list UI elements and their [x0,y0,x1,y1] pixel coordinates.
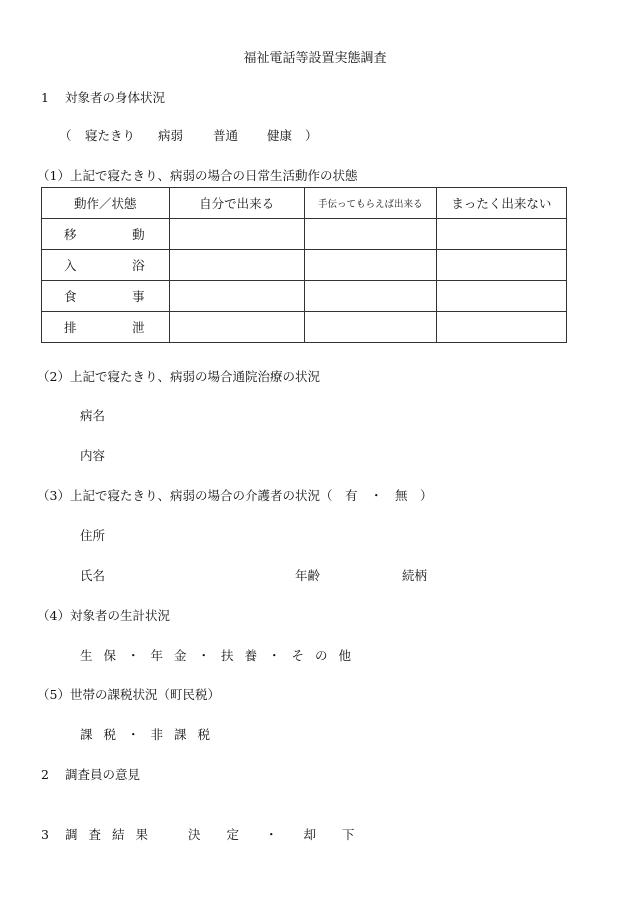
table-row [42,281,567,312]
cell-with-help[interactable] [304,312,436,343]
choices-open-paren: （ [59,128,72,143]
header-activity: 動作／状態 [42,188,170,219]
section-1-heading [41,92,165,105]
tax-status-options: 課税・非課税 [80,727,222,742]
cell-unable[interactable] [436,281,566,312]
cell-independent[interactable] [169,312,304,343]
physical-condition-choices [59,130,72,143]
row-label-bathing: 入 浴 [42,250,170,281]
section-3-label: 調査結果 [65,827,160,842]
row-label-moving: 移 動 [42,219,170,250]
sub1-heading: （1）上記で寝たきり、病弱の場合の日常生活動作の状態 [37,168,358,183]
row-label-eating: 食 事 [42,281,170,312]
header-unable: まったく出来ない [436,188,566,219]
page-title: 福祉電話等設置実態調査 [243,51,387,66]
choices-close-paren: ） [305,128,318,143]
section-3-number: 3 [41,827,49,842]
choice-sickly: 病弱 [158,128,184,143]
treatment-content-label: 内容 [80,448,106,463]
cell-unable[interactable] [436,250,566,281]
header-independent: 自分で出来る [169,188,304,219]
daily-activity-table [41,187,567,343]
section-2-number: 2 [41,767,49,782]
cell-independent[interactable] [169,281,304,312]
choice-normal: 普通 [213,128,239,143]
sub2-heading: （2）上記で寝たきり、病弱の場合通院治療の状況 [37,369,320,384]
cell-independent[interactable] [169,250,304,281]
sub3-heading: （3）上記で寝たきり、病弱の場合の介護者の状況（ 有 ・ 無 ） [37,488,433,503]
result-options: 決定・却下 [188,827,381,842]
caregiver-relation-label: 続柄 [402,568,428,583]
cell-with-help[interactable] [304,219,436,250]
sub4-heading: （4）対象者の生計状況 [37,608,170,623]
choice-bedridden: 寝たきり [85,128,136,143]
table-row [42,250,567,281]
table-row [42,219,567,250]
sub5-heading: （5）世帯の課税状況（町民税） [37,687,220,702]
cell-unable[interactable] [436,219,566,250]
caregiver-address-label: 住所 [80,528,106,543]
livelihood-options: 生保・年金・扶養・その他 [80,648,363,663]
row-label-excretion: 排 泄 [42,312,170,343]
table-header-row [42,188,567,219]
cell-with-help[interactable] [304,250,436,281]
caregiver-name-label: 氏名 [80,568,106,583]
section-2-heading [41,769,140,782]
table-row [42,312,567,343]
disease-name-label: 病名 [80,408,106,423]
header-with-help: 手伝ってもらえば出来る [304,188,436,219]
cell-unable[interactable] [436,312,566,343]
caregiver-age-label: 年齢 [295,568,321,583]
cell-independent[interactable] [169,219,304,250]
section-1-number: 1 [41,90,49,105]
cell-with-help[interactable] [304,281,436,312]
choice-healthy: 健康 [267,128,293,143]
section-2-label: 調査員の意見 [65,767,141,782]
section-3-heading [41,829,159,842]
section-1-label: 対象者の身体状況 [65,90,166,105]
